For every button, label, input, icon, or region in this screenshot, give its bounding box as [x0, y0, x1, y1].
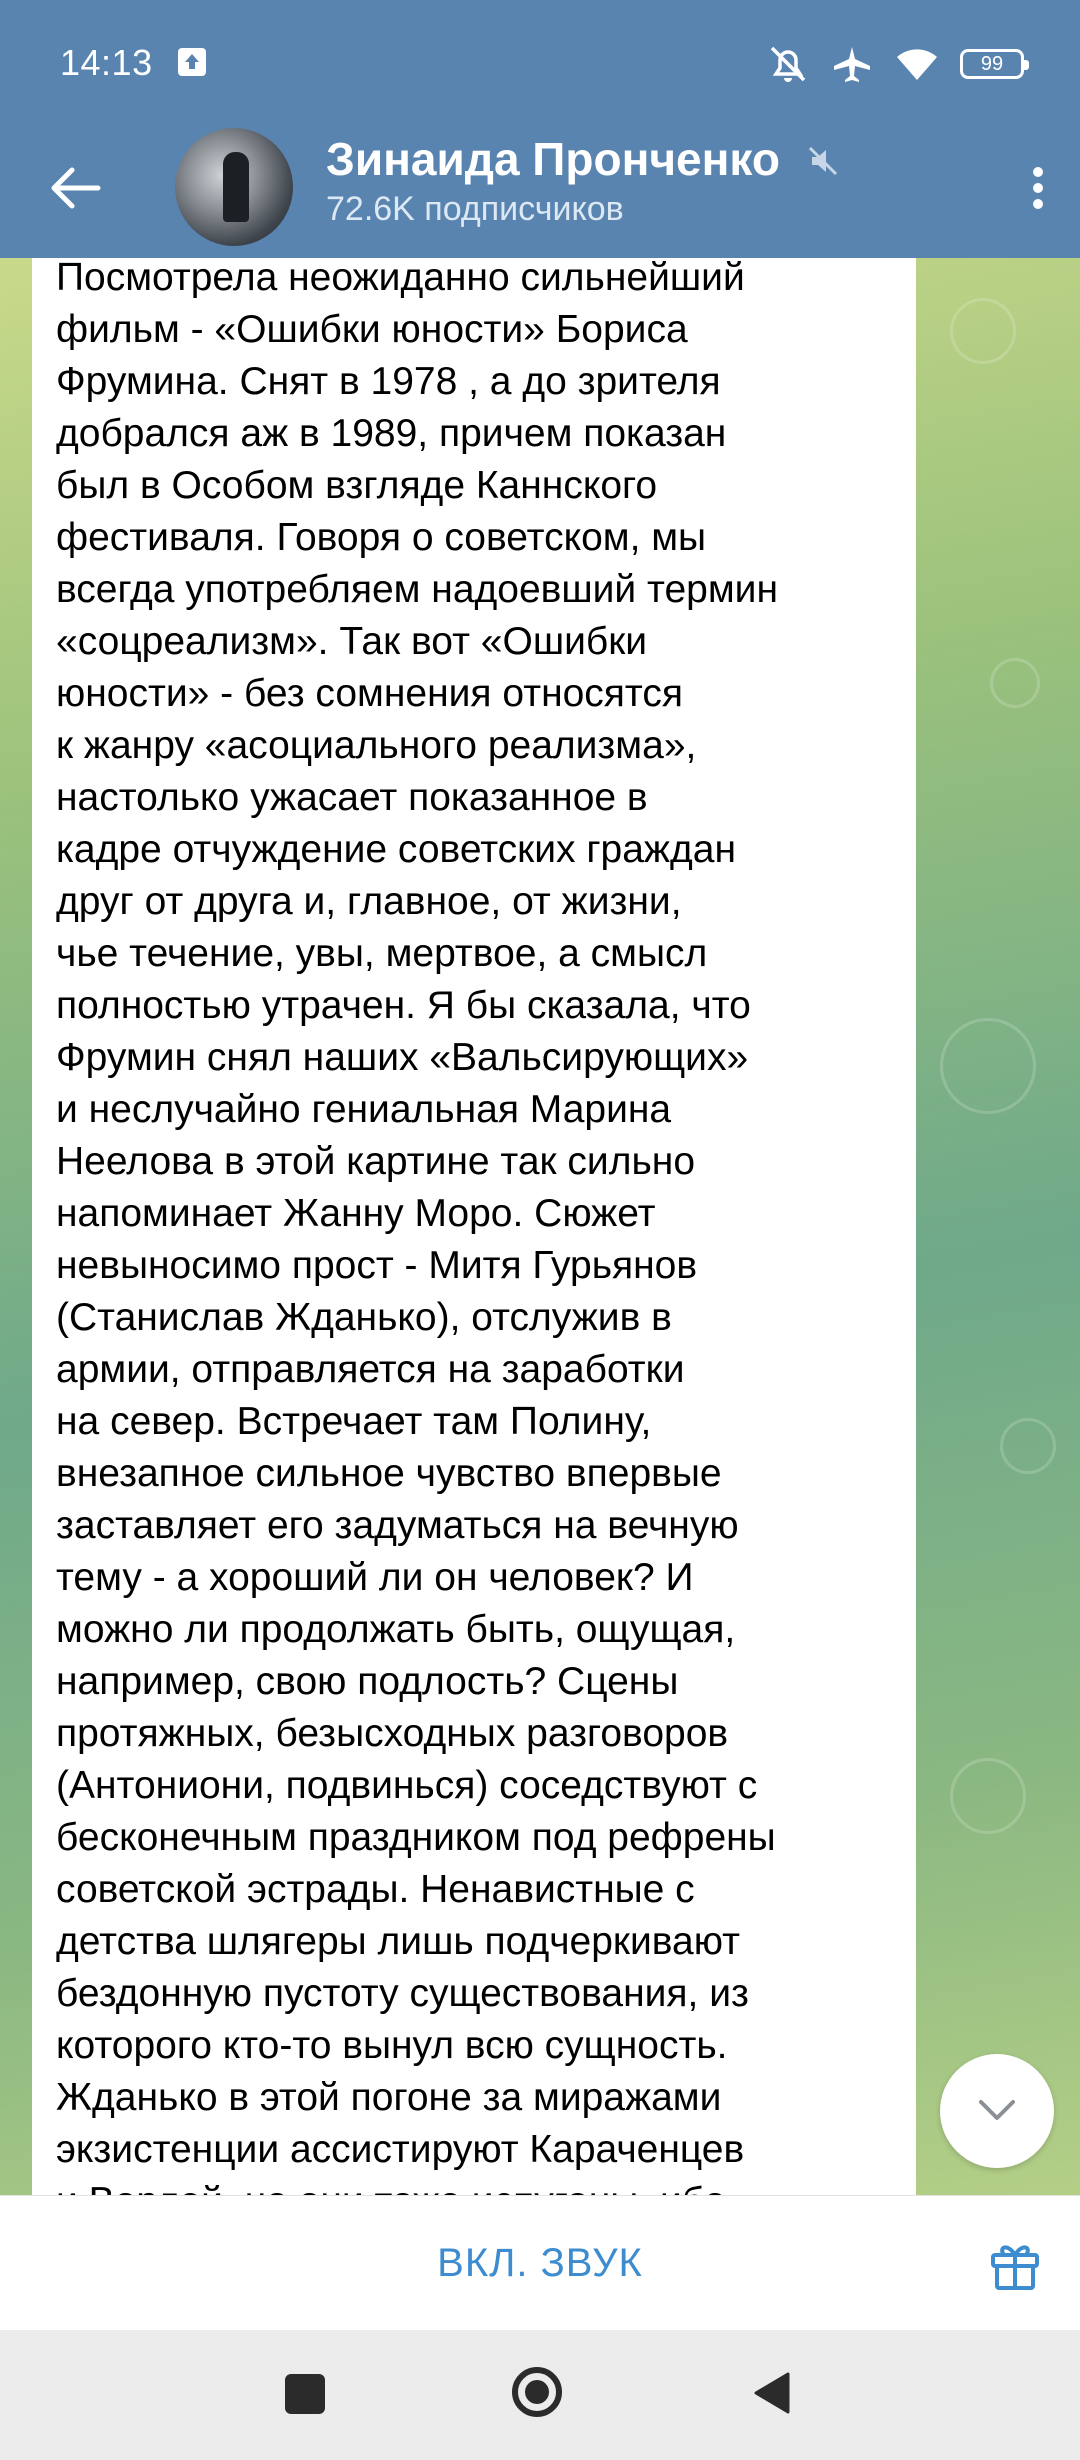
channel-avatar[interactable] [175, 128, 293, 246]
background-pattern [950, 1758, 1026, 1834]
recent-apps-button[interactable] [285, 2374, 325, 2414]
message-bubble[interactable] [32, 258, 916, 2195]
wifi-icon [894, 44, 940, 84]
home-button[interactable] [512, 2367, 562, 2417]
airplane-icon [830, 44, 874, 84]
background-pattern [950, 298, 1016, 364]
back-triangle-icon[interactable] [752, 2370, 792, 2421]
navigation-bar [0, 2330, 1080, 2460]
more-options-icon[interactable] [1026, 158, 1050, 218]
chat-header [0, 128, 1080, 258]
bottom-bar [0, 2195, 1080, 2331]
channel-title[interactable]: Зинаида Пронченко [326, 133, 780, 185]
upload-icon [178, 48, 206, 76]
battery-level: 99 [980, 52, 1004, 75]
status-bar [0, 0, 1080, 128]
status-icons [766, 40, 1024, 88]
background-pattern [1000, 1418, 1056, 1474]
background-pattern [940, 1018, 1036, 1114]
muted-speaker-icon [806, 144, 840, 183]
status-time: 14:13 [60, 42, 153, 83]
scroll-down-button[interactable] [940, 2054, 1054, 2168]
dnd-off-icon [766, 44, 810, 84]
message-text: Посмотрела неожиданно сильнейший фильм - «Ошибки юности» Бориса Фрумина. Снят в 1978 , а до зрителя добрался аж в 1989, причем показан был в Особом взгляде Каннского фестиваля. Говоря о советском, мы всегда употребляем надоевший термин «соцреализм». Так вот «Ошибки юности» - без сомнения относятся к жанру «асоциального реализма», настолько ужасает показанное в кадре отчуждение советских граждан друг от друга и, главное, от жизни, чье течение, увы, мертвое, а смысл полностью утрачен. Я бы сказала, что Фрумин снял наших «Вальсирующих» и неслучайно гениальная Марина Неелова в этой картине так сильно напоминает Жанну Моро. Сюжет невыносимо прост - Митя Гурьянов (Станислав Жданько), отслужив в армии, отправляется на заработки на север. Встречает там Полину, внезапное сильное чувство впервые заставляет его задуматься на вечную тему - а хороший ли он человек? И можно ли продолжать быть, ощущая, например, свою подлость? Сцены протяжных, безысходных разговоров (Антониони, подвинься) соседствуют с бесконечным праздником под рефрены советской эстрады. Ненавистные с детства шлягеры лишь подчеркивают бездонную пустоту существования, из которого кто-то вынул всю сущность. Жданько в этой погоне за миражами экзистенции ассистируют Караченцев [56, 256, 778, 2171]
subscriber-count: 72.6K подписчиков [326, 190, 624, 228]
chat-background [0, 258, 1080, 2195]
back-arrow-icon[interactable] [46, 158, 106, 218]
avatar-figure [223, 152, 249, 222]
battery-icon [960, 49, 1024, 79]
gift-icon[interactable] [988, 2238, 1042, 2297]
background-pattern [990, 658, 1040, 708]
unmute-button[interactable]: ВКЛ. ЗВУК [437, 2241, 643, 2285]
